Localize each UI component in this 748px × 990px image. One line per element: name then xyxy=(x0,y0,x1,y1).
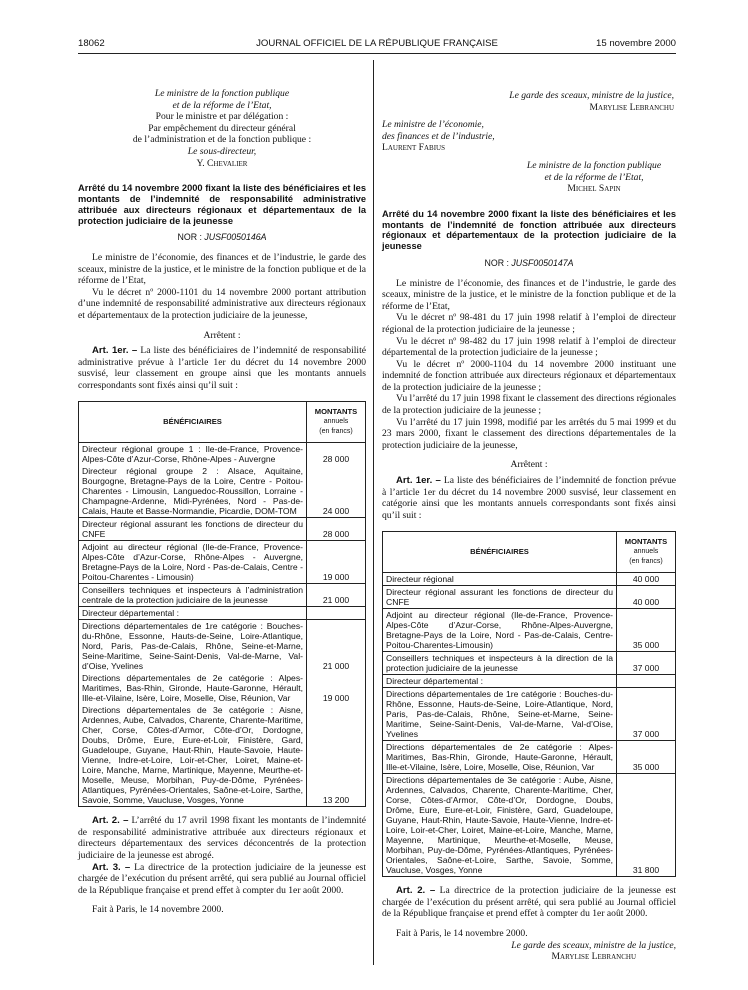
right-column xyxy=(382,90,676,963)
beneficiary-cell: Directeur départemental : xyxy=(383,675,617,688)
signatory-name: Laurent Fabius xyxy=(382,142,445,154)
beneficiaries-table xyxy=(78,401,366,807)
signatory-title: et de la réforme de l’Etat, xyxy=(544,171,644,183)
table-row xyxy=(79,704,366,807)
delegation-line: Par empêchement du directeur général xyxy=(148,122,296,134)
amount-cell: 21 000 xyxy=(307,584,366,607)
amount-cell: 28 000 xyxy=(307,518,366,541)
article-text: La directrice de la protection judiciaire de la jeunesse est chargée de l’exécution du présent arrêté, qui sera publié au Journal officiel de la République française et prend effet à compter du 1er août 2000. xyxy=(382,885,676,920)
nor-reference xyxy=(78,232,366,244)
montants-sub: annuels xyxy=(323,418,349,426)
article-label: Art. 1er. – xyxy=(92,345,138,357)
article-text: La liste des bénéficiaires de l’indemnité de fonction prévue à l’article 1er du décret du 14 novembre 2000 susvisé, leur classement en catégorie ainsi que les montants annuels correspondants sont fixés ainsi qu’il suit : xyxy=(382,475,676,521)
article-text: L’arrêté du 17 avril 1998 fixant les montants de l’indemnité de responsabilité administrative attribuée aux directeurs régionaux et directeurs départementaux des services déconcentrés de la protection judiciaire de la jeunesse est abrogé. xyxy=(78,815,366,862)
header-rule xyxy=(78,53,676,54)
decree-title: Arrêté du 14 novembre 2000 fixant la liste des bénéficiaires et les montants de l’indemnité de responsabilité administrative attribuée aux directeurs régionaux et départementaux de la protection judiciaire de la jeunesse xyxy=(78,183,366,226)
fait-a-paris: Fait à Paris, le 14 novembre 2000. xyxy=(396,927,528,939)
beneficiaries-table xyxy=(382,531,676,877)
amount-cell: 40 000 xyxy=(617,573,676,586)
table-row xyxy=(383,652,676,675)
beneficiary-cell: Directeur régional groupe 1 : Ile-de-France, Provence-Alpes-Côte d’Azur-Corse, Rhône-Alpes - Auvergne xyxy=(79,443,307,466)
nor-reference xyxy=(382,258,676,270)
table-row xyxy=(79,584,366,607)
article-label: Art. 2. – xyxy=(396,885,436,897)
article-text: La liste des bénéficiaires de l’indemnité de responsabilité administrative prévue à l’article 1er du décret du 14 novembre 2000 susvisé, leur classement en groupe ainsi que les montants annuels correspondants sont fixés ainsi qu’il suit : xyxy=(78,345,366,391)
beneficiary-cell: Directeur régional assurant les fonctions de directeur du CNFE xyxy=(79,518,307,541)
beneficiary-cell: Adjoint au directeur régional (Ile-de-France, Provence-Alpes-Côte d’Azur-Corse, Rhône-Alpes - Auvergne, Bretagne-Pays de la Loire, Nord - Pas-de-Calais, Centre - Poitou-Charentes - Limousin) xyxy=(79,541,307,584)
amount-cell: 21 000 xyxy=(307,620,366,673)
signatory-title: Le ministre de la fonction publique xyxy=(526,159,662,171)
signature-garde-des-sceaux-final xyxy=(382,940,676,963)
table-row xyxy=(79,465,366,518)
amount-cell: 31 800 xyxy=(617,774,676,877)
beneficiary-cell: Directions départementales de 2e catégorie : Alpes-Maritimes, Bas-Rhin, Gironde, Haute-Garonne, Hérault, Ille-et-Vilaine, Isère, Loire, Moselle, Oise, Réunion, Var xyxy=(79,672,307,704)
article-1 xyxy=(382,475,676,521)
table-row xyxy=(79,620,366,673)
amount-cell: 35 000 xyxy=(617,609,676,652)
beneficiary-cell: Directions départementales de 2e catégorie : Alpes-Maritimes, Bas-Rhin, Gironde, Haute-Garonne, Hérault, Ille-et-Vilaine, Isère, Loire, Moselle, Oise, Réunion, Var xyxy=(383,741,617,774)
preamble-paragraph: Vu le décret nº 98-482 du 17 juin 1998 relatif à l’emploi de directeur départemental de la protection judiciaire de la jeunesse ; xyxy=(382,335,676,359)
amount-cell: 13 200 xyxy=(307,704,366,807)
delegation-line: de l’administration et de la fonction publique : xyxy=(132,134,312,146)
preamble-paragraph: Vu le décret nº 2000-1101 du 14 novembre 2000 portant attribution d’une indemnité de responsabilité administrative aux directeurs régionaux et départementaux de la protection judiciaire de la jeunesse, xyxy=(78,286,366,321)
beneficiary-cell: Directions départementales de 1re catégorie : Bouches-du-Rhône, Essonne, Hauts-de-Seine, Loire-Atlantique, Nord, Paris, Pas-de-Calais, Rhône, Seine-et-Marne, Seine-Maritime, Seine-Saint-Denis, Val-de-Marne, Val-d’Oise, Yvelines xyxy=(383,688,617,741)
preamble-paragraph: Le ministre de l’économie, des finances et de l’industrie, le garde des sceaux, ministre de la justice, et le ministre de la fonction publique et de la réforme de l’Etat, xyxy=(382,277,676,312)
preamble-paragraph: Vu le décret nº 2000-1104 du 14 novembre 2000 instituant une indemnité de fonction attribuée aux directeurs régionaux et départementaux de la protection judiciaire de la jeunesse ; xyxy=(382,358,676,393)
table-row xyxy=(79,607,366,620)
arretent-heading: Arrêtent : xyxy=(203,329,241,341)
table-row xyxy=(383,586,676,609)
table-row xyxy=(383,573,676,586)
signatory-title: Le garde des sceaux, ministre de la justice, xyxy=(509,90,674,101)
amount-cell: 40 000 xyxy=(617,586,676,609)
article-label: Art. 2. – xyxy=(92,815,129,827)
amount-cell: 19 000 xyxy=(307,672,366,704)
fait-a-paris: Fait à Paris, le 14 novembre 2000. xyxy=(92,904,224,916)
beneficiary-cell: Directions départementales de 3e catégorie : Aube, Aisne, Ardennes, Calvados, Charente, Charente-Maritime, Cher, Corse, Côtes-d’Armor, Côte-d’Or, Dordogne, Doubs, Drôme, Eure, Eure-et-Loir, Finistère, Gard, Guadeloupe, Guyane, Haut-Rhin, Haute-Savoie, Haute-Vienne, Indre-et-Loire, Loir-et-Cher, Loiret, Maine-et-Loire, Manche, Marne, Mayenne, Martinique, Meurthe-et-Moselle, Meuse, Morbihan, Puy-de-Dôme, Pyrénées-Atlantiques, Pyrénées-Orientales, Saône-et-Loire, Sarthe, Savoie, Somme, Vaucluse, Vosges, Yonne xyxy=(383,774,617,877)
article-label: Art. 3. – xyxy=(92,861,131,873)
signature-block-fonction-publique xyxy=(78,88,366,169)
table-row xyxy=(79,672,366,704)
column-header-montants xyxy=(307,402,366,443)
signatory-name: Marylise Lebranchu xyxy=(589,101,674,113)
column-header-montants xyxy=(617,532,676,573)
table-row xyxy=(383,688,676,741)
arretent-heading: Arrêtent : xyxy=(510,459,548,471)
signatory-title: Le garde des sceaux, ministre de la justice, xyxy=(511,939,676,951)
signature-ministre-economie xyxy=(382,119,512,154)
column-header-beneficiaires: BÉNÉFICIAIRES xyxy=(79,402,307,443)
signatory-name: Y. Chevalier xyxy=(196,157,248,169)
page-number: 18062 xyxy=(78,38,105,49)
decree-title: Arrêté du 14 novembre 2000 fixant la liste des bénéficiaires et les montants de l’indemnité de fonction attribuée aux directeurs régionaux et départementaux de la protection judiciaire de la jeunesse xyxy=(382,208,676,252)
article-text: La directrice de la protection judiciaire de la jeunesse est chargée de l’exécution du présent arrêté, qui sera publié au Journal officiel de la République française et prend effet à compter du 1er août 2000. xyxy=(78,861,366,896)
amount-cell: 28 000 xyxy=(307,443,366,466)
nor-value: JUSF0050147A xyxy=(511,257,574,268)
preamble-paragraph: Le ministre de l’économie, des finances et de l’industrie, le garde des sceaux, ministre de la justice, et le ministre de la fonction publique et de la réforme de l’Etat, xyxy=(78,251,366,287)
signature-fonction-publique xyxy=(512,160,676,195)
signatory-title: des finances et de l’industrie, xyxy=(382,130,495,142)
issue-date: 15 novembre 2000 xyxy=(595,38,676,49)
signatory-name: Marylise Lebranchu xyxy=(551,951,636,963)
signatory-title: Le ministre de l’économie, xyxy=(382,119,484,131)
montants-unit: (en francs) xyxy=(629,557,663,565)
article-1 xyxy=(78,345,366,391)
beneficiary-cell: Directeur régional xyxy=(383,573,617,586)
beneficiary-cell: Directeur régional assurant les fonctions de directeur du CNFE xyxy=(383,586,617,609)
table-row xyxy=(383,609,676,652)
signature-garde-des-sceaux xyxy=(382,90,674,113)
beneficiary-cell: Directeur régional groupe 2 : Alsace, Aquitaine, Bourgogne, Bretagne-Pays de la Loire, Centre - Poitou-Charentes - Limousin, Languedoc-Roussillon, Lorraine - Champagne-Ardenne, Midi-Pyrénées, Nord - Pas-de-Calais, Haute et Basse-Normandie, Picardie, DOM-TOM xyxy=(79,465,307,518)
signatory-name: Michel Sapin xyxy=(567,183,621,195)
table-row xyxy=(79,518,366,541)
table-row xyxy=(79,443,366,466)
nor-label: NOR : xyxy=(484,257,509,268)
amount-cell xyxy=(307,607,366,620)
column-header-beneficiaires: BÉNÉFICIAIRES xyxy=(383,532,617,573)
nor-label: NOR : xyxy=(177,232,202,243)
nor-value: JUSF0050146A xyxy=(204,232,267,243)
article-2 xyxy=(382,885,676,920)
delegation-line: Pour le ministre et par délégation : xyxy=(155,111,289,123)
beneficiary-cell: Conseillers techniques et inspecteurs à l’administration centrale de la protection judiciaire de la jeunesse xyxy=(79,584,307,607)
amount-cell: 19 000 xyxy=(307,541,366,584)
preamble-paragraph: Vu le décret nº 98-481 du 17 juin 1998 relatif à l’emploi de directeur régional de la protection judiciaire de la jeunesse ; xyxy=(382,312,676,335)
journal-title: JOURNAL OFFICIEL DE LA RÉPUBLIQUE FRANÇAISE xyxy=(256,38,498,49)
amount-cell: 37 000 xyxy=(617,652,676,675)
montants-sub: annuels xyxy=(633,548,659,555)
preamble-paragraph: Vu l’arrêté du 17 juin 1998 fixant le classement des directions régionales de la protection judiciaire de la jeunesse ; xyxy=(382,393,676,417)
article-3 xyxy=(78,862,366,897)
beneficiary-cell: Directions départementales de 1re catégorie : Bouches-du-Rhône, Essonne, Hauts-de-Seine, Loire-Atlantique, Nord, Paris, Pas-de-Calais, Rhône, Seine-et-Marne, Seine-Maritime, Seine-Saint-Denis, Val-de-Marne, Val-d’Oise, Yvelines xyxy=(79,620,307,673)
montants-label: MONTANTS xyxy=(624,537,668,547)
amount-cell: 35 000 xyxy=(617,741,676,774)
table-row xyxy=(383,675,676,688)
column-divider xyxy=(373,60,374,965)
amount-cell: 24 000 xyxy=(307,465,366,518)
table-row xyxy=(79,541,366,584)
montants-unit: (en francs) xyxy=(319,427,353,435)
signatory-title: Le ministre de la fonction publique xyxy=(154,88,290,99)
article-2 xyxy=(78,815,366,861)
beneficiary-cell: Directions départementales de 3e catégorie : Aisne, Ardennes, Aube, Calvados, Charente, Charente-Maritime, Cher, Corse, Côtes-d’Armor, Côte-d’Or, Dordogne, Doubs, Drôme, Eure, Eure-et-Loir, Finistère, Gard, Guadeloupe, Guyane, Haut-Rhin, Haute-Savoie, Haute-Vienne, Indre-et-Loire, Loir-et-Cher, Loiret, Maine-et-Loire, Manche, Marne, Martinique, Mayenne, Meurthe-et-Moselle, Meuse, Morbihan, Puy-de-Dôme, Pyrénées-Atlantiques, Pyrénées-Orientales, Saône-et-Loire, Sarthe, Savoie, Somme, Vaucluse, Vosges, Yonne xyxy=(79,704,307,807)
signatory-title: et de la réforme de l’Etat, xyxy=(172,99,272,111)
left-column xyxy=(78,88,366,916)
beneficiary-cell: Directeur départemental : xyxy=(79,607,307,620)
article-label: Art. 1er. – xyxy=(396,475,441,487)
table-row xyxy=(383,774,676,877)
amount-cell: 37 000 xyxy=(617,688,676,741)
amount-cell xyxy=(617,675,676,688)
beneficiary-cell: Adjoint au directeur régional (Ile-de-France, Provence-Alpes-Côte d’Azur-Corse, Rhône-Alpes-Auvergne, Bretagne-Pays de la Loire, Nord - Pas-de-Calais, Centre-Poitou-Charentes-Limousin) xyxy=(383,609,617,652)
signatory-title: Le sous-directeur, xyxy=(187,145,257,157)
montants-label: MONTANTS xyxy=(314,407,358,417)
beneficiary-cell: Conseillers techniques et inspecteurs à la direction de la protection judiciaire de la jeunesse xyxy=(383,652,617,675)
preamble-paragraph: Vu l’arrêté du 17 juin 1998, modifié par les arrêtés du 5 mai 1999 et du 23 mars 2000, fixant le classement des directions départementales de la protection judiciaire de la jeunesse, xyxy=(382,416,676,451)
table-row xyxy=(383,741,676,774)
